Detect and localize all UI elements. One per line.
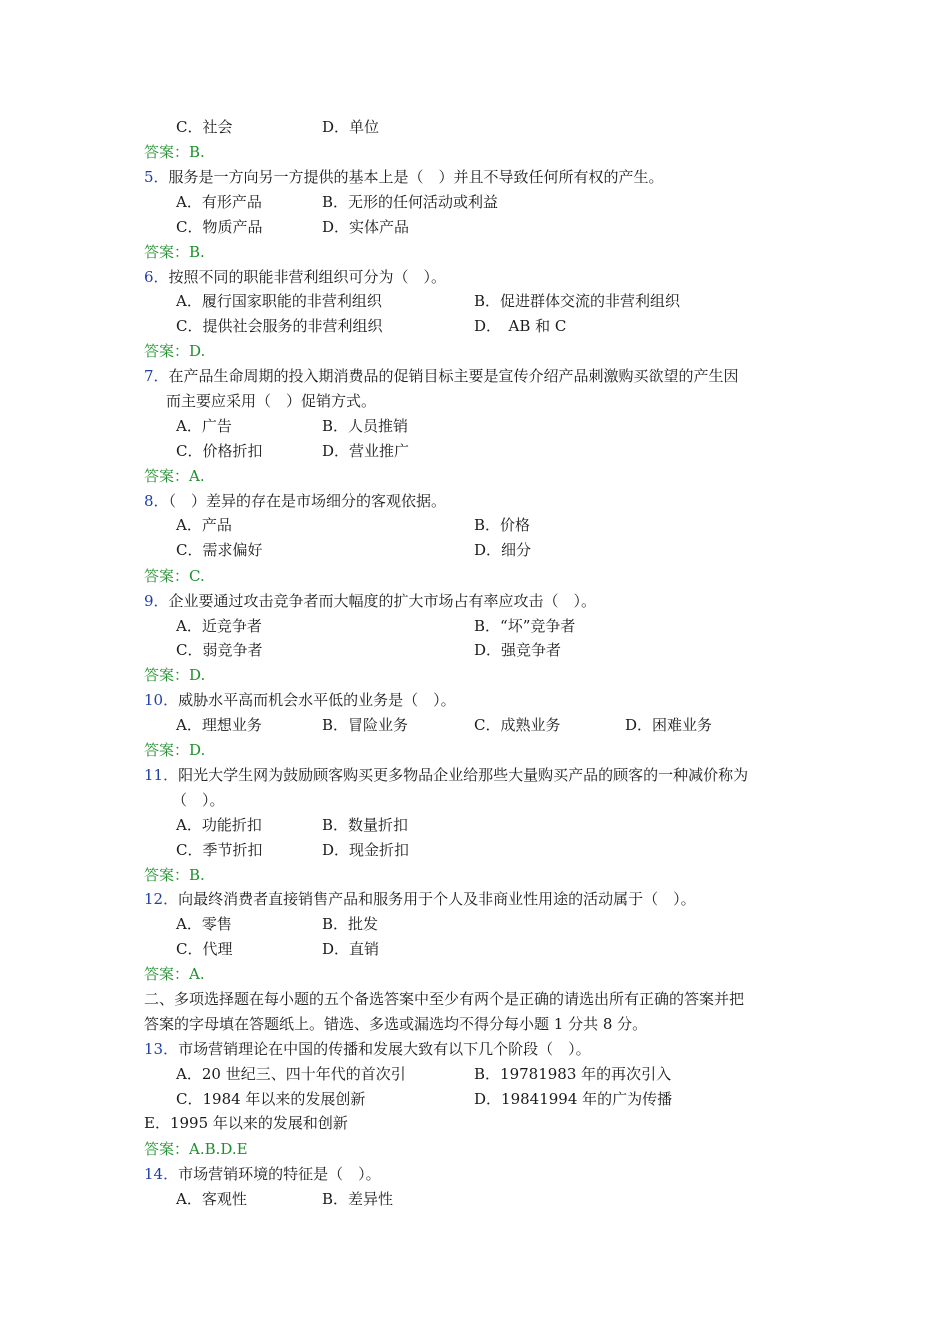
question-text: 向最终消费者直接销售产品和服务用于个人及非商业性用途的活动属于（ ）。	[178, 890, 696, 908]
option-item: D．直销	[322, 940, 380, 958]
option-item: A．有形产品	[176, 193, 262, 211]
question-number: 12．	[144, 890, 179, 908]
option-item: C．价格折扣	[176, 442, 263, 460]
question-number: 10．	[144, 691, 179, 709]
answer-line	[144, 1139, 248, 1159]
answer-line	[144, 341, 205, 361]
option-item: B．19781983 年的再次引入	[474, 1065, 672, 1083]
answer-line	[144, 865, 205, 885]
body-text: 而主要应采用（ ）促销方式。	[166, 392, 377, 410]
option-item: A．广告	[176, 417, 232, 435]
text-line	[172, 790, 225, 810]
answer-line	[144, 566, 205, 586]
answer-text: 答案：A.B.D.E	[144, 1140, 248, 1158]
option-item: D．单位	[322, 118, 380, 136]
question-number: 6．	[144, 268, 169, 286]
option-item: C．季节折扣	[176, 841, 263, 859]
option-item: D． AB 和 C	[474, 317, 567, 335]
option-item: A．零售	[176, 915, 232, 933]
question-line	[144, 366, 739, 386]
question-text: 阳光大学生网为鼓励顾客购买更多物品企业给那些大量购买产品的顾客的一种减价称为	[178, 766, 749, 784]
answer-line	[144, 665, 205, 685]
option-item: B．促进群体交流的非营利组织	[474, 292, 681, 310]
answer-text: 答案：A.	[144, 467, 205, 485]
question-text: 企业要通过攻击竞争者而大幅度的扩大市场占有率应攻击（ ）。	[168, 592, 597, 610]
body-text: （ ）。	[172, 791, 225, 809]
question-number: 8．	[144, 492, 169, 510]
option-item: C．需求偏好	[176, 541, 263, 559]
answer-text: 答案：D.	[144, 741, 206, 759]
option-item: C．代理	[176, 940, 233, 958]
option-item: B．冒险业务	[322, 716, 409, 734]
text-line	[144, 989, 744, 1009]
text-line	[166, 391, 376, 411]
option-item: C．成熟业务	[474, 716, 561, 734]
option-item: D．现金折扣	[322, 841, 410, 859]
option-item: C．弱竞争者	[176, 641, 263, 659]
question-text: 按照不同的职能非营利组织可分为（ ）。	[168, 268, 447, 286]
option-item: D．细分	[474, 541, 532, 559]
answer-text: 答案：B.	[144, 866, 205, 884]
body-text: E．1995 年以来的发展和创新	[144, 1114, 348, 1132]
question-number: 5．	[144, 168, 169, 186]
question-text: 市场营销理论在中国的传播和发展大致有以下几个阶段（ ）。	[178, 1040, 591, 1058]
option-item: D．困难业务	[625, 716, 713, 734]
question-line	[144, 1164, 381, 1184]
question-text: 市场营销环境的特征是（ ）。	[178, 1165, 381, 1183]
question-line	[144, 1039, 591, 1059]
option-item: B．人员推销	[322, 417, 409, 435]
text-line	[144, 1014, 647, 1034]
question-text: 威胁水平高而机会水平低的业务是（ ）。	[178, 691, 456, 709]
answer-text: 答案：B.	[144, 243, 205, 261]
body-text: 二、多项选择题在每小题的五个备选答案中至少有两个是正确的请选出所有正确的答案并把	[144, 990, 745, 1008]
answer-text: 答案：D.	[144, 666, 206, 684]
option-item: A．20 世纪三、四十年代的首次引	[176, 1065, 406, 1083]
question-number: 7．	[144, 367, 169, 385]
option-item: B．批发	[322, 915, 379, 933]
answer-text: 答案：C.	[144, 567, 205, 585]
option-item: B．数量折扣	[322, 816, 409, 834]
question-line	[144, 491, 446, 511]
option-item: D．强竞争者	[474, 641, 562, 659]
question-line	[144, 690, 456, 710]
option-item: A．理想业务	[176, 716, 262, 734]
option-item: C．1984 年以来的发展创新	[176, 1090, 366, 1108]
question-line	[144, 889, 696, 909]
question-text: 服务是一方向另一方提供的基本上是（ ）并且不导致任何所有权的产生。	[168, 168, 664, 186]
question-line	[144, 267, 446, 287]
option-item: B．无形的任何活动或利益	[322, 193, 499, 211]
option-item: A．功能折扣	[176, 816, 262, 834]
option-item: C．物质产品	[176, 218, 263, 236]
option-item: B．“坏”竞争者	[474, 617, 576, 635]
body-text: 答案的字母填在答题纸上。错选、多选或漏选均不得分每小题 1 分共 8 分。	[144, 1015, 648, 1033]
question-line	[144, 765, 748, 785]
answer-line	[144, 964, 205, 984]
question-text: 在产品生命周期的投入期消费品的促销目标主要是宣传介绍产品刺激购买欲望的产生因	[168, 367, 739, 385]
option-item: B．差异性	[322, 1190, 394, 1208]
answer-line	[144, 142, 205, 162]
option-item: A．履行国家职能的非营利组织	[176, 292, 382, 310]
option-item: C．社会	[176, 118, 233, 136]
option-item: B．价格	[474, 516, 531, 534]
option-item: A．客观性	[176, 1190, 247, 1208]
answer-text: 答案：B.	[144, 143, 205, 161]
answer-text: 答案：A.	[144, 965, 205, 983]
text-line	[144, 1113, 348, 1133]
question-number: 13．	[144, 1040, 179, 1058]
option-item: C．提供社会服务的非营利组织	[176, 317, 383, 335]
answer-line	[144, 242, 205, 262]
answer-line	[144, 740, 205, 760]
option-item: A．产品	[176, 516, 232, 534]
option-item: D．营业推广	[322, 442, 410, 460]
answer-line	[144, 466, 205, 486]
question-line	[144, 167, 664, 187]
question-text: （ ）差异的存在是市场细分的客观依据。	[168, 492, 447, 510]
question-number: 14．	[144, 1165, 179, 1183]
question-number: 9．	[144, 592, 169, 610]
question-number: 11．	[144, 766, 179, 784]
option-item: D．19841994 年的广为传播	[474, 1090, 673, 1108]
option-item: D．实体产品	[322, 218, 410, 236]
option-item: A．近竞争者	[176, 617, 262, 635]
answer-text: 答案：D.	[144, 342, 206, 360]
question-line	[144, 591, 596, 611]
